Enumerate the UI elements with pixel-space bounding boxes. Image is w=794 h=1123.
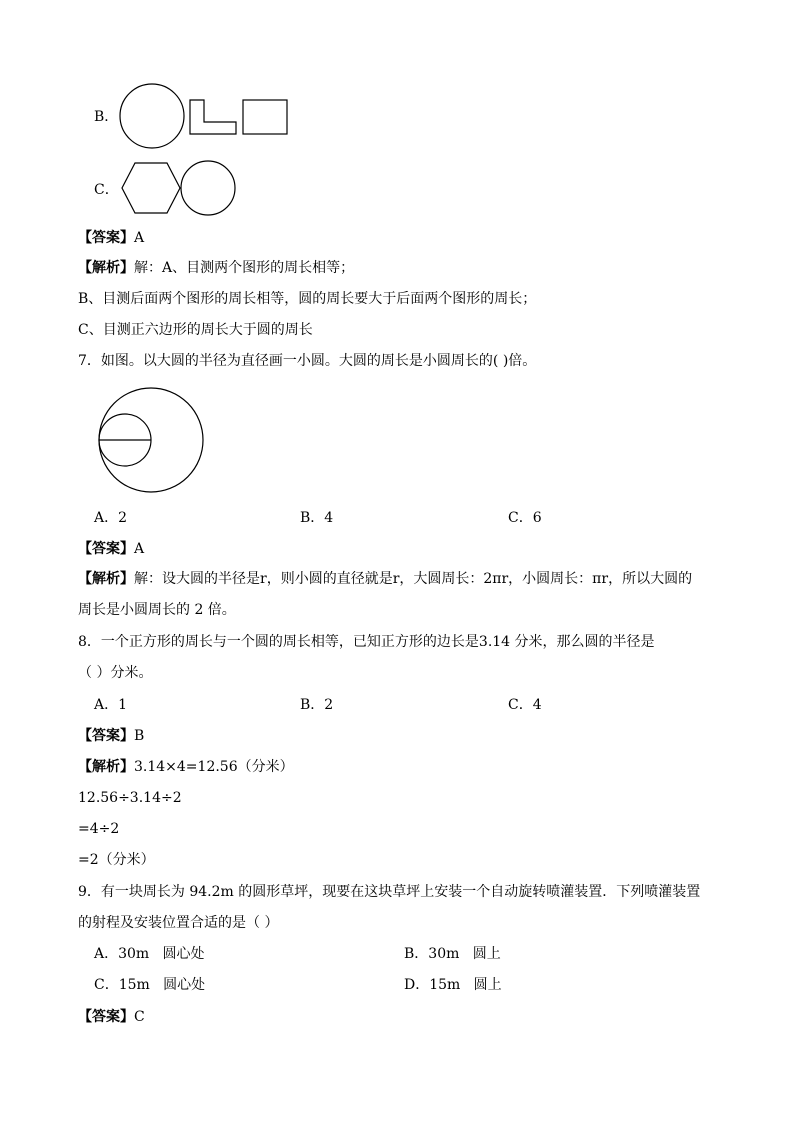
q8-calc-line2: =4÷2 [78, 821, 120, 837]
q7-question: 7．如图。以大圆的半径为直径画一小圆。大圆的周长是小圆周长的( )倍。 [78, 353, 537, 369]
q8-option-a: A．1 [94, 697, 128, 713]
answer-tag: 【答案】 [78, 728, 134, 744]
q9-option-d: D．15m 圆上 [404, 977, 502, 993]
analysis-text: 解：A、目测两个图形的周长相等； [134, 260, 355, 276]
q9-answer [78, 1010, 145, 1024]
analysis-text: 解：设大圆的半径是r，则小圆的直径就是r，大圆周长：2πr，小圆周长：πr，所以大圆的 [134, 571, 693, 587]
q8-question-line2: （ ）分米。 [78, 665, 153, 681]
q7-option-c: C．6 [508, 510, 542, 526]
q8-calc-line1: 12.56÷3.14÷2 [78, 790, 182, 806]
q6-analysis-line2: B、目测后面两个图形的周长相等，圆的周长要大于后面两个图形的周长； [78, 291, 537, 307]
q7-answer [78, 542, 144, 556]
q9-option-c: C．15m 圆心处 [94, 977, 206, 993]
analysis-tag: 【解析】 [78, 571, 134, 587]
answer-tag: 【答案】 [78, 1009, 134, 1025]
answer-tag: 【答案】 [78, 230, 134, 246]
q9-question-line1: 9．有一块周长为 94.2m 的圆形草坪，现要在这块草坪上安装一个自动旋转喷灌装置．下列喷灌装置 [78, 884, 701, 900]
q7-figure [0, 0, 794, 500]
q9-question-line2: 的射程及安装位置合适的是（ ） [78, 915, 279, 931]
q7-option-a: A．2 [94, 510, 128, 526]
q9-option-a: A．30m 圆心处 [94, 946, 205, 962]
q6-option-c-label: C． [94, 182, 119, 198]
q8-analysis [78, 760, 294, 774]
q8-answer [78, 729, 144, 743]
analysis-tag: 【解析】 [78, 759, 134, 775]
q6-analysis-line3: C、目测正六边形的周长大于圆的周长 [78, 322, 313, 338]
analysis-tag: 【解析】 [78, 260, 134, 276]
q8-option-c: C．4 [508, 697, 542, 713]
q9-option-b: B．30m 圆上 [404, 946, 501, 962]
q7-option-b: B．4 [300, 510, 334, 526]
analysis-text: 3.14×4=12.56（分米） [134, 759, 294, 775]
q8-question-line1: 8．一个正方形的周长与一个圆的周长相等，已知正方形的边长是3.14 分米，那么圆的半径是 [78, 634, 655, 650]
answer-tag: 【答案】 [78, 541, 134, 557]
answer-value: B [134, 728, 145, 744]
q7-analysis-line2: 周长是小圆周长的 2 倍。 [78, 602, 236, 618]
q7-analysis [78, 572, 692, 586]
answer-value: A [134, 541, 145, 557]
q6-option-b-label: B． [94, 109, 119, 125]
q8-option-b: B．2 [300, 697, 334, 713]
q8-calc-line3: =2（分米） [78, 852, 155, 868]
answer-value: A [134, 230, 145, 246]
answer-value: C [134, 1009, 145, 1025]
